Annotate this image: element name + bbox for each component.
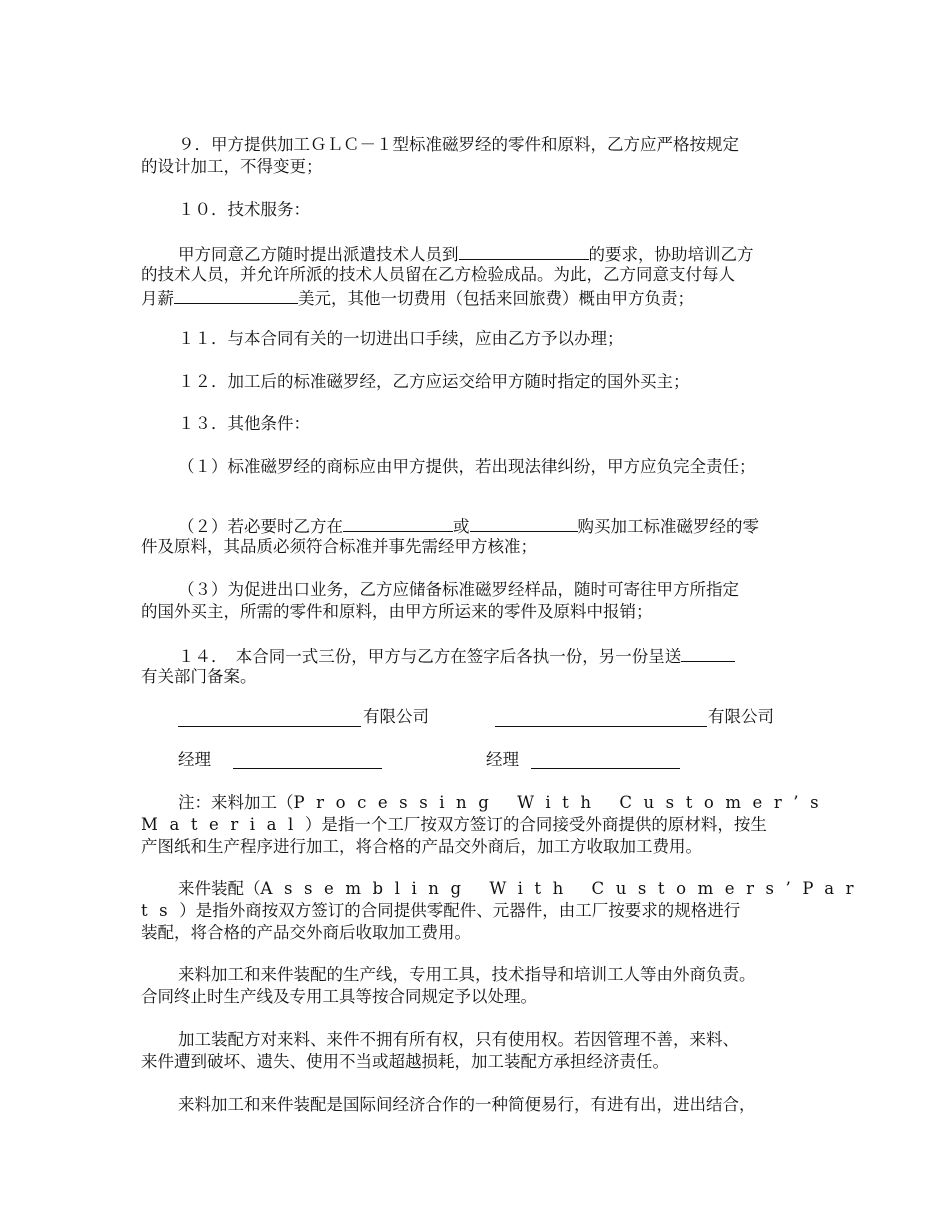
- manager-label-left: 经理: [178, 750, 211, 769]
- company-name-blank-left[interactable]: [178, 726, 361, 727]
- note-2-line-1: [178, 878, 868, 900]
- company-suffix-right: 有限公司: [708, 707, 774, 726]
- clause-14-line-1: [178, 644, 868, 666]
- clause-14-text-a: １４． 本合同一式三份，甲方与乙方在签字后各执一份，另一份呈送: [178, 647, 682, 666]
- clause-13-item-3-line-2: 的国外买主，所需的零件和原料，由甲方所运来的零件及原料中报销；: [141, 602, 653, 621]
- clause-13-item-3-line-1: （３）为促进出口业务，乙方应储备标准磁罗经样品，随时可寄往甲方所指定: [178, 580, 739, 599]
- clause-10-heading: １０．技术服务：: [178, 200, 310, 219]
- note-3-line-2: 合同终止时生产线及专用工具等按合同规定予以处理。: [141, 987, 537, 1006]
- clause-9-line-1: ９．甲方提供加工ＧＬＣ－１型标准磁罗经的零件和原料，乙方应严格按规定: [178, 135, 739, 154]
- note-1-line-2: [141, 814, 831, 836]
- note-2-latin-a: Assembling With Customers’Par: [260, 879, 866, 898]
- note-1-text-a: 注：来料加工（: [178, 793, 294, 812]
- blank-field-department[interactable]: [681, 644, 735, 662]
- clause-13-item-2-line-1: [178, 514, 868, 536]
- clause-10-text-a: 甲方同意乙方随时提出派遣技术人员到: [178, 245, 459, 264]
- clause-14-line-2: 有关部门备案。: [141, 667, 257, 686]
- note-1-latin-b: Material: [141, 815, 305, 834]
- note-1-latin-a: Processing With Customer’s: [293, 793, 831, 812]
- blank-field-location[interactable]: [459, 242, 589, 260]
- note-2-text-b: ）是指外商按双方签订的合同提供零配件、元器件，由工厂按要求的规格进行: [179, 901, 741, 920]
- note-1-text-b: ）是指一个工厂按双方签订的合同接受外商提供的原材料，按生: [304, 815, 767, 834]
- note-4-line-2: 来件遭到破坏、遗失、使用不当或超越损耗，加工装配方承担经济责任。: [141, 1052, 669, 1071]
- clause-10-text-c: 月薪: [141, 289, 174, 308]
- clause-13-heading: １３．其他条件：: [178, 414, 310, 433]
- note-3-line-1: 来料加工和来件装配的生产线，专用工具，技术指导和培训工人等由外商负责。: [178, 965, 756, 984]
- company-name-blank-right[interactable]: [495, 726, 707, 727]
- note-1-line-1: [178, 792, 868, 814]
- clause-13-item-2-line-2: 件及原料，其品质必须符合标准并事先需经甲方核准；: [141, 537, 537, 556]
- note-5-line-1: 来料加工和来件装配是国际间经济合作的一种简便易行，有进有出，进出结合，: [178, 1095, 756, 1114]
- clause-13-item-2-text-a: （２）若必要时乙方在: [178, 517, 343, 536]
- clause-11: １１．与本合同有关的一切进出口手续，应由乙方予以办理；: [178, 329, 624, 348]
- blank-field-place-1[interactable]: [343, 514, 453, 532]
- note-2-line-3: 装配，将合格的产品交外商后收取加工费用。: [141, 923, 471, 942]
- note-1-line-3: 产图纸和生产程序进行加工，将合格的产品交外商后，加工方收取加工费用。: [141, 837, 702, 856]
- manager-signature-blank-left[interactable]: [233, 768, 382, 769]
- note-4-line-1: 加工装配方对来料、来件不拥有所有权，只有使用权。若因管理不善，来料、: [178, 1030, 739, 1049]
- clause-13-item-2-text-b: 购买加工标准磁罗经的零: [577, 517, 759, 536]
- manager-signature-blank-right[interactable]: [531, 768, 680, 769]
- manager-label-right: 经理: [486, 750, 519, 769]
- clause-13-item-2-or: 或: [453, 517, 470, 536]
- clause-9-line-2: 的设计加工，不得变更；: [141, 157, 323, 176]
- clause-10-text-d: 美元，其他一切费用（包括来回旅费）概由甲方负责；: [298, 289, 694, 308]
- blank-field-salary[interactable]: [174, 286, 298, 304]
- clause-10-line-1: [178, 242, 868, 264]
- company-suffix-left: 有限公司: [363, 707, 429, 726]
- clause-10-line-2: 的技术人员，并允许所派的技术人员留在乙方检验成品。为此，乙方同意支付每人: [141, 265, 735, 284]
- note-2-latin-b: ts: [141, 901, 180, 920]
- note-2-line-2: [141, 900, 831, 922]
- clause-13-item-1: （１）标准磁罗经的商标应由甲方提供，若出现法律纠纷，甲方应负完全责任；: [178, 457, 756, 476]
- note-2-text-a: 来件装配（: [178, 879, 261, 898]
- blank-field-place-2[interactable]: [470, 514, 578, 532]
- clause-10-text-b: 的要求，协助培训乙方: [588, 245, 754, 264]
- clause-10-line-3: [141, 286, 831, 308]
- clause-12: １２．加工后的标准磁罗经，乙方应运交给甲方随时指定的国外买主；: [178, 372, 690, 391]
